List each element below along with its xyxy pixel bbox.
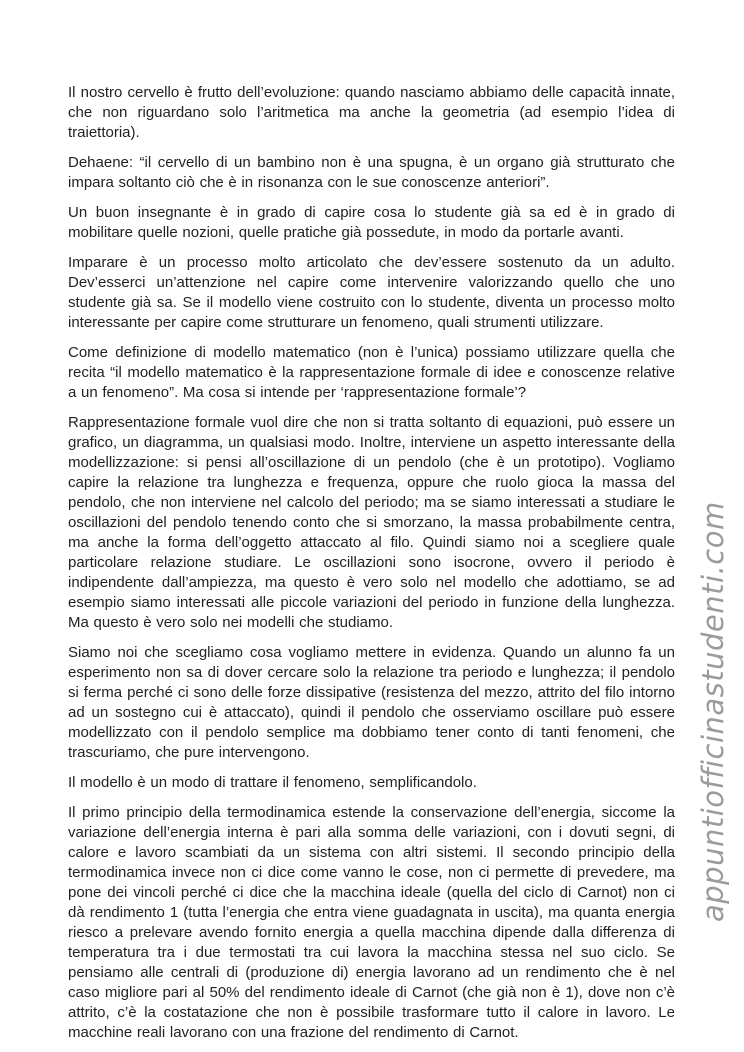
paragraph: Rappresentazione formale vuol dire che non si tratta soltanto di equazioni, può essere un grafico, un diagramma, un qualsiasi modo. Inoltre, interviene un aspetto interessante della modellizzazione: si pensi all’oscillazione di un pendolo (che è un prototipo). Vogliamo capire la relazione tra lunghezza e frequenza, oppure che ruolo gioca la massa del pendolo, che non interviene nel calcolo del periodo; ma se siamo interessati a studiare le oscillazioni del pendolo tenendo conto che si smorzano, la massa probabilmente centra, ma anche la forma dell’oggetto attaccato al filo. Quindi siamo noi a scegliere quale particolare relazione studiare. Le oscillazioni sono isocrone, ovvero il periodo è indipendente dall’ampiezza, ma questo è vero solo nel modello che adottiamo, se ad esempio siamo interessati alle piccole variazioni del periodo in funzione della lunghezza. Ma questo è vero solo nei modelli che studiamo. (68, 414, 675, 631)
paragraph: Il primo principio della termodinamica estende la conservazione dell’energia, siccome la variazione dell’energia interna è pari alla somma delle variazioni, con i dovuti segni, di calore e lavoro scambiati da un sistema con altri sistemi. Il secondo principio della termodinamica invece non ci dice come vanno le cose, non ci permette di prevedere, ma pone dei vincoli perché ci dice che la macchina ideale (quella del ciclo di Carnot) non ci dà rendimento 1 (tutta l’energia che entra viene guadagnata in uscita), ma quanta energia riesco a prelevare avendo fornito energia a quella macchina dipende dalla differenza di temperatura tra i due termostati tra cui lavora la macchina stessa nel suo ciclo. Se pensiamo alle centrali di (produzione di) energia lavorano ad un rendimento che è nel caso migliore pari al 50% del rendimento ideale di Carnot (che già non è 1), dove non c’è attrito, c’è la costatazione che non è possibile trasformare tutto il calore in lavoro. Le macchine reali lavorano con una frazione del rendimento di Carnot. (68, 804, 675, 1041)
paragraph: Siamo noi che scegliamo cosa vogliamo mettere in evidenza. Quando un alunno fa un esperimento non sa di dover cercare solo la relazione tra periodo e lunghezza; il pendolo si ferma perché ci sono delle forze dissipative (resistenza del mezzo, attrito del filo intorno ad un sostegno cui è attaccato), quindi il pendolo che osserviamo oscillare può essere modellizzato con il pendolo semplice ma dobbiamo tener conto di tanti fenomeni, che trascuriamo, che pure intervengono. (68, 644, 675, 761)
paragraph: Un buon insegnante è in grado di capire cosa lo studente già sa ed è in grado di mobilitare quelle nozioni, quelle pratiche già possedute, in modo da portarle avanti. (68, 204, 675, 241)
paragraph: Dehaene: “il cervello di un bambino non è una spugna, è un organo già strutturato che impara soltanto ciò che è in risonanza con le sue conoscenze anteriori”. (68, 154, 675, 191)
paragraph: Il nostro cervello è frutto dell’evoluzione: quando nasciamo abbiamo delle capacità innate, che non riguardano solo l’aritmetica ma anche la geometria (ad esempio l’idea di traiettoria). (68, 84, 675, 141)
watermark: appuntiofficinastudenti.com (696, 501, 730, 922)
paragraph: Come definizione di modello matematico (non è l’unica) possiamo utilizzare quella che recita “il modello matematico è la rappresentazione formale di idee e conoscenze relative a un fenomeno”. Ma cosa si intende per ‘rappresentazione formale’? (68, 344, 675, 401)
paragraph: Il modello è un modo di trattare il fenomeno, semplificandolo. (68, 774, 477, 791)
document-body (68, 83, 675, 1052)
paragraph: Imparare è un processo molto articolato che dev’essere sostenuto da un adulto. Dev’esserci un’attenzione nel capire come intervenire valorizzando quello che uno studente già sa. Se il modello viene costruito con lo studente, diventa un processo molto interessante per capire come strutturare un fenomeno, quali strumenti utilizzare. (68, 254, 675, 331)
